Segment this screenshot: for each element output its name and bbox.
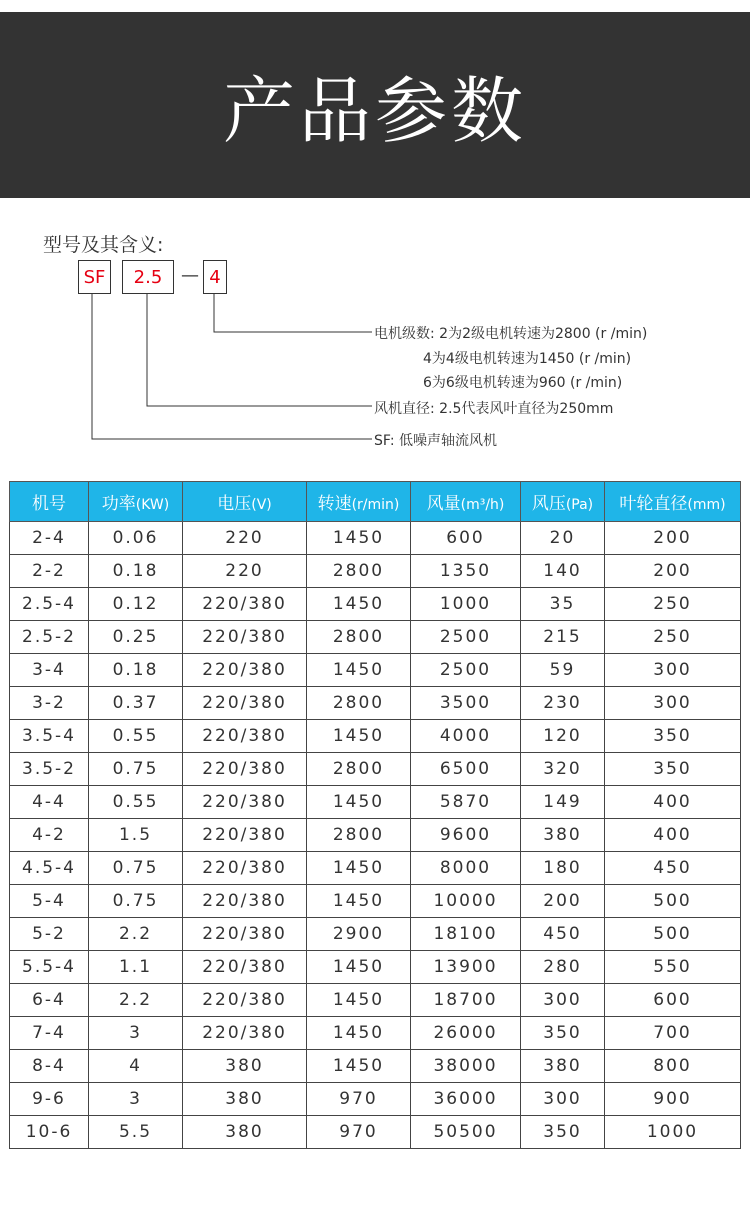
cell-impeller-diameter: 300 (605, 687, 741, 720)
cell-model: 2.5-4 (10, 588, 89, 621)
cell-model: 3.5-4 (10, 720, 89, 753)
cell-speed: 2800 (307, 687, 411, 720)
cell-pressure: 20 (521, 522, 605, 555)
desc-diameter: 风机直径: 2.5代表风叶直径为250mm (374, 401, 614, 417)
cell-pressure: 200 (521, 885, 605, 918)
cell-power: 0.55 (89, 720, 183, 753)
cell-power: 0.75 (89, 852, 183, 885)
table-row (10, 819, 741, 852)
cell-model: 7-4 (10, 1017, 89, 1050)
cell-speed: 2800 (307, 753, 411, 786)
cell-power: 4 (89, 1050, 183, 1083)
cell-pressure: 350 (521, 1116, 605, 1149)
cell-power: 0.18 (89, 654, 183, 687)
cell-speed: 970 (307, 1116, 411, 1149)
cell-voltage: 220/380 (183, 786, 307, 819)
cell-speed: 1450 (307, 1017, 411, 1050)
cell-airflow: 1000 (411, 588, 521, 621)
table-row (10, 852, 741, 885)
cell-power: 2.2 (89, 984, 183, 1017)
cell-pressure: 380 (521, 819, 605, 852)
cell-pressure: 280 (521, 951, 605, 984)
cell-power: 5.5 (89, 1116, 183, 1149)
cell-speed: 1450 (307, 1050, 411, 1083)
table-row (10, 1017, 741, 1050)
cell-pressure: 215 (521, 621, 605, 654)
cell-pressure: 450 (521, 918, 605, 951)
cell-pressure: 300 (521, 1083, 605, 1116)
cell-impeller-diameter: 700 (605, 1017, 741, 1050)
cell-impeller-diameter: 800 (605, 1050, 741, 1083)
cell-airflow: 26000 (411, 1017, 521, 1050)
table-row (10, 654, 741, 687)
header-pressure: 风压(Pa) (521, 482, 605, 522)
table-row (10, 918, 741, 951)
desc-pole-line-3: 6为6级电机转速为960 (r /min) (423, 375, 623, 391)
pole-connector-line (214, 294, 372, 332)
cell-airflow: 10000 (411, 885, 521, 918)
cell-model: 3.5-2 (10, 753, 89, 786)
cell-power: 0.18 (89, 555, 183, 588)
cell-airflow: 6500 (411, 753, 521, 786)
cell-speed: 1450 (307, 885, 411, 918)
cell-pressure: 140 (521, 555, 605, 588)
cell-impeller-diameter: 550 (605, 951, 741, 984)
cell-pressure: 300 (521, 984, 605, 1017)
desc-sf: SF: 低噪声轴流风机 (374, 433, 498, 449)
cell-airflow: 13900 (411, 951, 521, 984)
cell-impeller-diameter: 350 (605, 753, 741, 786)
cell-voltage: 220/380 (183, 984, 307, 1017)
cell-airflow: 600 (411, 522, 521, 555)
cell-airflow: 5870 (411, 786, 521, 819)
header-airflow: 风量(m³/h) (411, 482, 521, 522)
cell-power: 1.1 (89, 951, 183, 984)
cell-speed: 1450 (307, 720, 411, 753)
cell-voltage: 220/380 (183, 621, 307, 654)
cell-model: 3-4 (10, 654, 89, 687)
header-model: 机号 (10, 482, 89, 522)
cell-model: 2.5-2 (10, 621, 89, 654)
cell-model: 8-4 (10, 1050, 89, 1083)
cell-model: 10-6 (10, 1116, 89, 1149)
cell-impeller-diameter: 200 (605, 522, 741, 555)
cell-pressure: 35 (521, 588, 605, 621)
cell-impeller-diameter: 300 (605, 654, 741, 687)
cell-voltage: 220/380 (183, 885, 307, 918)
desc-pole-line-2: 4为4级电机转速为1450 (r /min) (423, 351, 632, 367)
cell-power: 3 (89, 1017, 183, 1050)
cell-voltage: 220/380 (183, 1017, 307, 1050)
sf-connector-line (92, 294, 372, 439)
cell-voltage: 220/380 (183, 720, 307, 753)
cell-voltage: 220/380 (183, 654, 307, 687)
cell-power: 0.12 (89, 588, 183, 621)
cell-airflow: 9600 (411, 819, 521, 852)
cell-model: 4-2 (10, 819, 89, 852)
cell-model: 5-4 (10, 885, 89, 918)
cell-speed: 1450 (307, 786, 411, 819)
table-row (10, 984, 741, 1017)
table-row (10, 951, 741, 984)
cell-impeller-diameter: 500 (605, 885, 741, 918)
page-title: 产品参数 (222, 69, 527, 153)
cell-speed: 2800 (307, 819, 411, 852)
cell-impeller-diameter: 250 (605, 621, 741, 654)
cell-power: 0.37 (89, 687, 183, 720)
cell-impeller-diameter: 250 (605, 588, 741, 621)
header-power: 功率(KW) (89, 482, 183, 522)
table-row (10, 621, 741, 654)
cell-pressure: 320 (521, 753, 605, 786)
table-row (10, 555, 741, 588)
cell-pressure: 380 (521, 1050, 605, 1083)
table-row (10, 1050, 741, 1083)
cell-airflow: 4000 (411, 720, 521, 753)
table-row (10, 1083, 741, 1116)
cell-impeller-diameter: 400 (605, 819, 741, 852)
cell-voltage: 380 (183, 1116, 307, 1149)
cell-speed: 2900 (307, 918, 411, 951)
cell-impeller-diameter: 600 (605, 984, 741, 1017)
cell-voltage: 220 (183, 522, 307, 555)
cell-power: 1.5 (89, 819, 183, 852)
diameter-connector-line (147, 294, 372, 406)
table-row (10, 720, 741, 753)
cell-voltage: 220/380 (183, 687, 307, 720)
cell-speed: 1450 (307, 951, 411, 984)
cell-airflow: 3500 (411, 687, 521, 720)
model-code-sf: SF (78, 260, 111, 294)
cell-impeller-diameter: 500 (605, 918, 741, 951)
cell-airflow: 18700 (411, 984, 521, 1017)
table-row (10, 885, 741, 918)
cell-voltage: 220/380 (183, 819, 307, 852)
cell-voltage: 220/380 (183, 918, 307, 951)
cell-voltage: 220/380 (183, 588, 307, 621)
model-code-diameter: 2.5 (122, 260, 174, 294)
model-code-pole: 4 (203, 260, 227, 294)
table-row (10, 687, 741, 720)
cell-speed: 1450 (307, 522, 411, 555)
cell-power: 0.55 (89, 786, 183, 819)
cell-model: 5.5-4 (10, 951, 89, 984)
cell-pressure: 59 (521, 654, 605, 687)
cell-voltage: 220 (183, 555, 307, 588)
cell-voltage: 220/380 (183, 951, 307, 984)
cell-impeller-diameter: 400 (605, 786, 741, 819)
cell-airflow: 2500 (411, 621, 521, 654)
cell-speed: 1450 (307, 654, 411, 687)
cell-power: 0.75 (89, 753, 183, 786)
table-row (10, 588, 741, 621)
header-impeller-diameter: 叶轮直径(mm) (605, 482, 741, 522)
table-row (10, 786, 741, 819)
header-voltage: 电压(V) (183, 482, 307, 522)
cell-airflow: 8000 (411, 852, 521, 885)
table-header-row (10, 482, 741, 522)
cell-voltage: 380 (183, 1050, 307, 1083)
parameter-table (9, 481, 741, 1149)
cell-model: 3-2 (10, 687, 89, 720)
cell-speed: 970 (307, 1083, 411, 1116)
cell-impeller-diameter: 200 (605, 555, 741, 588)
header-speed: 转速(r/min) (307, 482, 411, 522)
cell-power: 0.06 (89, 522, 183, 555)
cell-airflow: 2500 (411, 654, 521, 687)
cell-airflow: 1350 (411, 555, 521, 588)
cell-pressure: 180 (521, 852, 605, 885)
cell-impeller-diameter: 350 (605, 720, 741, 753)
table-row (10, 522, 741, 555)
cell-power: 2.2 (89, 918, 183, 951)
cell-speed: 1450 (307, 852, 411, 885)
cell-speed: 1450 (307, 588, 411, 621)
cell-model: 2-4 (10, 522, 89, 555)
cell-model: 4-4 (10, 786, 89, 819)
cell-model: 5-2 (10, 918, 89, 951)
cell-model: 4.5-4 (10, 852, 89, 885)
cell-impeller-diameter: 1000 (605, 1116, 741, 1149)
cell-power: 0.25 (89, 621, 183, 654)
cell-voltage: 220/380 (183, 753, 307, 786)
desc-pole-line-1: 电机级数: 2为2级电机转速为2800 (r /min) (374, 326, 648, 342)
cell-model: 9-6 (10, 1083, 89, 1116)
cell-airflow: 50500 (411, 1116, 521, 1149)
cell-power: 0.75 (89, 885, 183, 918)
cell-speed: 1450 (307, 984, 411, 1017)
cell-pressure: 350 (521, 1017, 605, 1050)
cell-model: 6-4 (10, 984, 89, 1017)
cell-pressure: 120 (521, 720, 605, 753)
cell-model: 2-2 (10, 555, 89, 588)
cell-airflow: 38000 (411, 1050, 521, 1083)
cell-impeller-diameter: 450 (605, 852, 741, 885)
cell-impeller-diameter: 900 (605, 1083, 741, 1116)
model-code-dash: — (181, 265, 199, 286)
table-row (10, 753, 741, 786)
cell-voltage: 220/380 (183, 852, 307, 885)
model-meaning-heading: 型号及其含义: (43, 234, 164, 256)
cell-voltage: 380 (183, 1083, 307, 1116)
cell-airflow: 18100 (411, 918, 521, 951)
cell-speed: 2800 (307, 621, 411, 654)
table-row (10, 1116, 741, 1149)
cell-pressure: 230 (521, 687, 605, 720)
cell-speed: 2800 (307, 555, 411, 588)
cell-airflow: 36000 (411, 1083, 521, 1116)
cell-pressure: 149 (521, 786, 605, 819)
cell-power: 3 (89, 1083, 183, 1116)
